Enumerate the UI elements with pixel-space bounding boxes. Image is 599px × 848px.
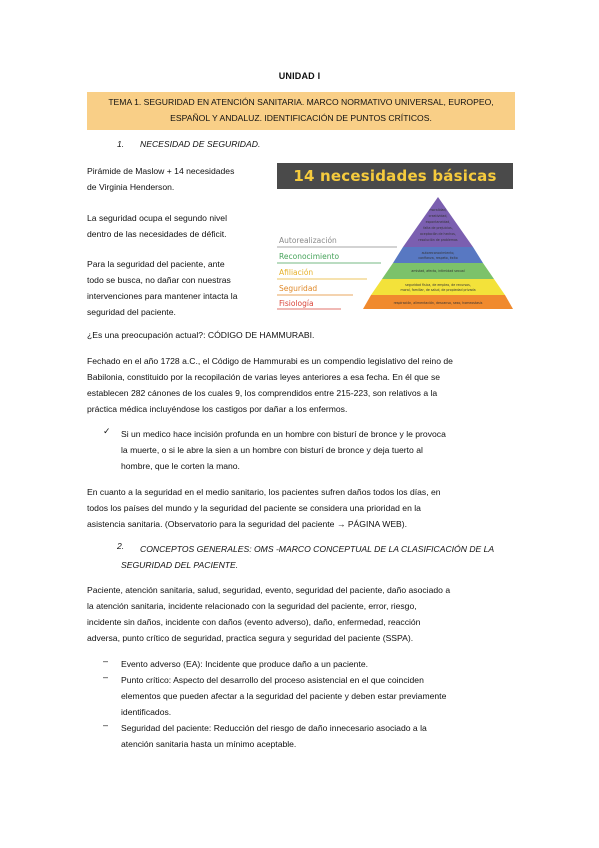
maslow-line-2: de Virginia Henderson. (87, 182, 175, 192)
healthcare-line-1: En cuanto a la seguridad en el medio sanitario, los pacientes sufren daños todos los días, en (87, 487, 441, 497)
topic-title-box (87, 92, 515, 130)
patient-safety-line-1: Seguridad del paciente: Reducción del riesgo de daño innecesario asociado a la (121, 723, 427, 733)
seguridad-detail-1: seguridad física, de empleo, de recursos, (405, 283, 471, 287)
dash-bullet-icon: – (103, 656, 109, 666)
dash-bullet-icon: – (103, 720, 109, 730)
seguridad-detail-2: moral, familiar, de salud, de propiedad privada (400, 288, 476, 292)
concepts-line-1: Paciente, atención sanitaria, salud, seguridad, evento, seguridad del paciente, daño asociado a (87, 585, 451, 595)
healthcare-safety-paragraph (87, 484, 517, 532)
example-line-3: hombre, que le corten la mano. (121, 461, 240, 471)
topic-title-line-1: TEMA 1. SEGURIDAD EN ATENCIÓN SANITARIA. MARCO NORMATIVO UNIVERSAL, EUROPEO, (108, 97, 494, 107)
patient-line-3: intervenciones para mantener intacta la (87, 291, 238, 301)
security-line-1: La seguridad ocupa el segundo nivel (87, 213, 227, 223)
autorealizacion-detail-6: resolución de problemas (418, 238, 458, 242)
reconocimiento-detail-2: confianza, respeto, éxito (418, 256, 458, 260)
critical-point-line-2: elementos que pueden afectar a la seguridad del paciente y deben estar previamente (121, 691, 447, 701)
definition-patient-safety (121, 720, 521, 752)
maslow-paragraph (87, 163, 277, 195)
level-label-autorealizacion: Autorealización (279, 236, 337, 245)
figure-title: 14 necesidades básicas (293, 167, 497, 185)
hammurabi-line-2: Babilonia, constituido por la recopilación de varias leyes anteriores a esa fecha. En él que se (87, 372, 441, 382)
example-line-1: Si un medico hace incisión profunda en un hombre con bisturí de bronce y le provoca (121, 429, 446, 439)
healthcare-line-3: asistencia sanitaria. (Observatorio para la seguridad del paciente → PÁGINA WEB). (87, 519, 408, 529)
topic-title-line-2: ESPAÑOL Y ANDALUZ. IDENTIFICACIÓN DE PUNTOS CRÍTICOS. (170, 113, 432, 123)
section-2-title (121, 541, 521, 573)
patient-line-1: Para la seguridad del paciente, ante (87, 259, 225, 269)
autorealizacion-detail-3: espontaneidad, (425, 220, 451, 224)
section-2-title-line-2: SEGURIDAD DEL PACIENTE. (121, 560, 239, 570)
autorealizacion-detail-5: aceptación de hechos, (420, 232, 456, 236)
hammurabi-line-4: práctica médica incluyéndose los castigos por dañar a los enfermos. (87, 404, 348, 414)
security-level-paragraph (87, 210, 277, 242)
patient-safety-line-2: atención sanitaria hasta un mínimo aceptable. (121, 739, 297, 749)
level-label-fisiologia: Fisiología (279, 299, 314, 308)
maslow-line-1: Pirámide de Maslow + 14 necesidades (87, 166, 235, 176)
healthcare-line-2: todos los países del mundo y la seguridad del paciente se considera una prioridad en la (87, 503, 421, 513)
hammurabi-paragraph (87, 353, 517, 417)
hammurabi-question: ¿Es una preocupación actual?: CÓDIGO DE HAMMURABI. (87, 330, 315, 340)
hammurabi-line-3: establecen 282 cánones de los cuales 9, los comprendidos entre 215-223, son relativos a la (87, 388, 438, 398)
hammurabi-example (121, 426, 521, 474)
concepts-paragraph (87, 582, 517, 646)
needs-pyramid-figure (277, 163, 513, 311)
autorealizacion-detail-2: creatividad, (428, 214, 448, 218)
unit-title: UNIDAD I (278, 71, 321, 81)
patient-safety-paragraph (87, 256, 277, 320)
pyramid-layer-seguridad (371, 279, 505, 295)
level-label-afiliacion: Afiliación (279, 268, 314, 277)
level-label-seguridad: Seguridad (279, 284, 318, 293)
autorealizacion-detail-1: moralidad, (429, 208, 447, 212)
concepts-line-3: incidente sin daños, incidente con daños (evento adverso), daño, enfermedad, reacción (87, 617, 421, 627)
critical-point-line-1: Punto crítico: Aspecto del desarrollo del proceso asistencial en el que coinciden (121, 675, 424, 685)
patient-line-4: seguridad del paciente. (87, 307, 176, 317)
section-1-title: NECESIDAD DE SEGURIDAD. (140, 139, 261, 149)
checkmark-icon: ✓ (103, 426, 111, 436)
autorealizacion-detail-4: falta de prejuicios, (423, 226, 453, 230)
security-line-2: dentro de las necesidades de déficit. (87, 229, 227, 239)
section-2-title-line-1: CONCEPTOS GENERALES: OMS -MARCO CONCEPTUAL DE LA CLASIFICACIÓN DE LA (140, 544, 495, 554)
definition-critical-point (121, 672, 521, 720)
patient-line-2: todo se busca, no dañar con nuestras (87, 275, 231, 285)
example-line-2: la muerte, o si le abre la sien a un hombre con bisturí de bronce y deja tuerto al (121, 445, 423, 455)
concepts-line-2: la atención sanitaria, incidente relacionado con la seguridad del paciente, error, riesgo, (87, 601, 417, 611)
reconocimiento-detail-1: autoreconocimiento, (421, 251, 455, 255)
concepts-line-4: adversa, punto crítico de seguridad, practica segura y seguridad del paciente (SSPA). (87, 633, 414, 643)
section-1-number: 1. (117, 139, 125, 149)
level-label-reconocimiento: Reconocimiento (279, 252, 340, 261)
hammurabi-line-1: Fechado en el año 1728 a.C., el Código de Hammurabi es un compendio legislativo del reino de (87, 356, 453, 366)
afiliacion-detail: amistad, afecto, intimidad sexual (411, 269, 465, 273)
pyramid-layer-reconocimiento (393, 247, 483, 263)
critical-point-line-3: identificados. (121, 707, 172, 717)
fisiologia-detail: respiración, alimentación, descanso, sexo, homeostasis (393, 301, 483, 305)
dash-bullet-icon: – (103, 672, 109, 682)
section-2-number: 2. (117, 541, 125, 551)
definition-adverse-event: Evento adverso (EA): Incidente que produce daño a un paciente. (121, 659, 368, 669)
